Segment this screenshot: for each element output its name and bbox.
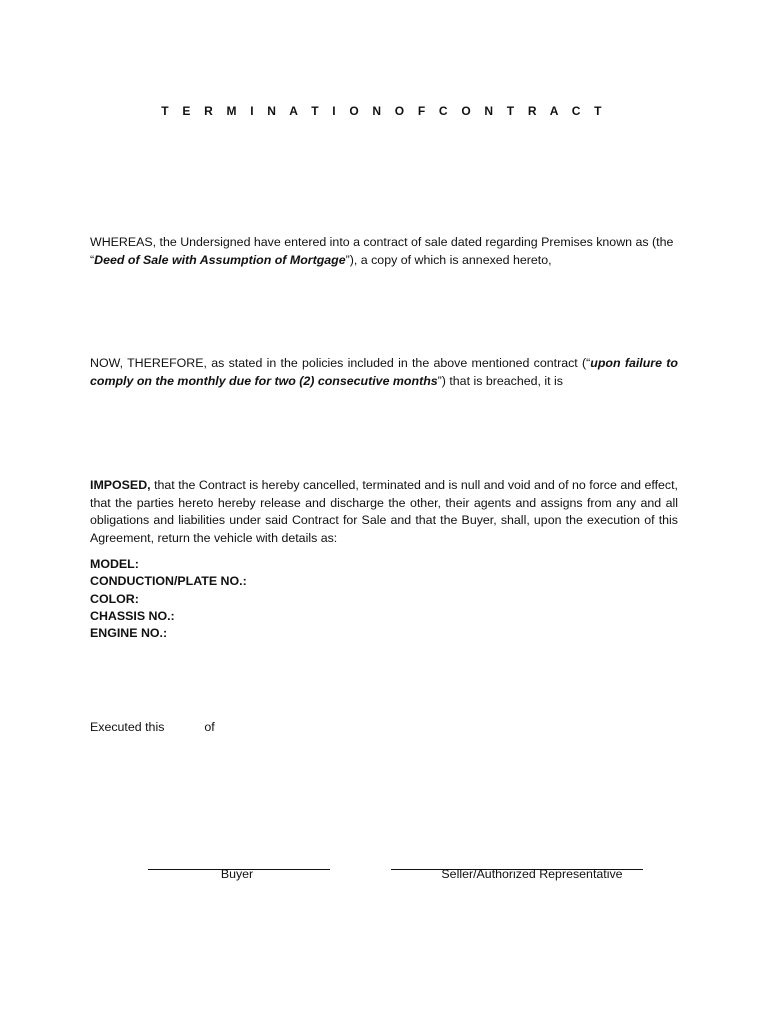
plate-number-label: CONDUCTION/PLATE NO.: bbox=[90, 574, 247, 589]
engine-number-label: ENGINE NO.: bbox=[90, 626, 168, 641]
whereas-lead-text: WHEREAS, the Undersigned have entered into a contract of sale dated regarding Premises known as (the “ bbox=[90, 235, 674, 267]
whereas-paragraph bbox=[90, 234, 678, 269]
execution-line bbox=[90, 720, 215, 734]
imposed-paragraph bbox=[90, 477, 678, 547]
breach-condition-text: upon failure to comply on the monthly due for two (2) consecutive months bbox=[90, 356, 678, 388]
now-therefore-paragraph bbox=[90, 355, 678, 390]
color-label: COLOR: bbox=[90, 591, 139, 606]
document-title: T E R M I N A T I O N O F C O N T R A C T bbox=[161, 104, 607, 118]
executed-this-label: Executed this bbox=[90, 720, 165, 734]
whereas-tail-text: ”), a copy of which is annexed hereto, bbox=[345, 252, 552, 267]
vehicle-details bbox=[90, 556, 247, 642]
seller-signature-label: Seller/Authorized Representative bbox=[441, 867, 623, 881]
now-therefore-lead-text: NOW, THEREFORE, as stated in the policies included in the above mentioned contract (“ bbox=[90, 356, 591, 370]
now-therefore-tail-text: ”) that is breached, it is bbox=[437, 373, 563, 388]
executed-of-label: of bbox=[204, 720, 215, 734]
imposed-body-text: that the Contract is hereby cancelled, terminated and is null and void and of no force and effect, that the parties hereto hereby release and discharge the other, their agents and assigns from any and all obligations and liabilities under said Contract for Sale and that the Buyer, shall, upon the execution of this Agreement, return the vehicle with details as: bbox=[90, 478, 678, 545]
model-label: MODEL: bbox=[90, 557, 139, 571]
deed-title-text: Deed of Sale with Assumption of Mortgage bbox=[94, 252, 346, 267]
buyer-signature-label: Buyer bbox=[220, 867, 254, 881]
chassis-number-label: CHASSIS NO.: bbox=[90, 608, 175, 623]
imposed-lead-text: IMPOSED, bbox=[90, 478, 151, 492]
